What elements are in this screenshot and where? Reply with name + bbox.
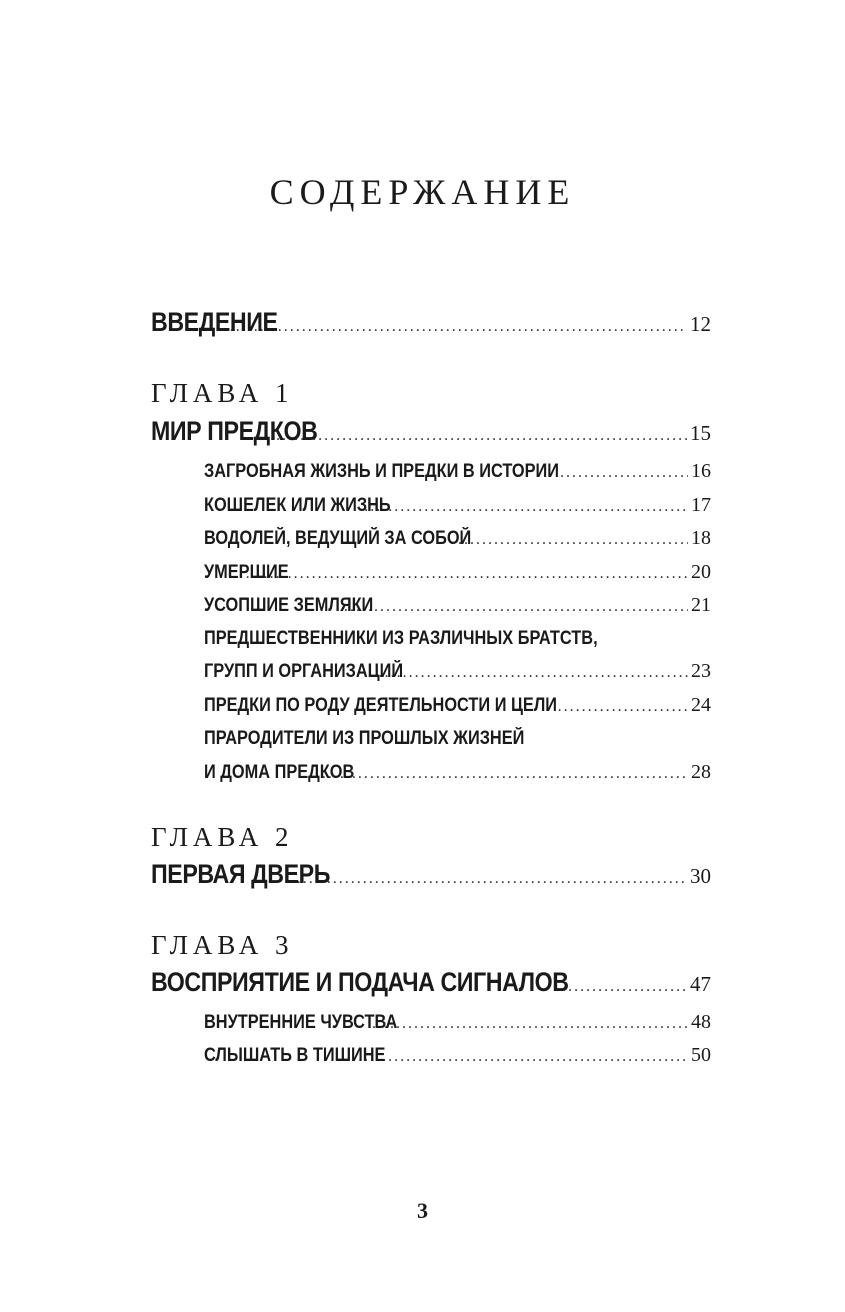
toc-entry-label-line: ПРЕДШЕСТВЕННИКИ ИЗ РАЗЛИЧНЫХ БРАТСТВ, [204, 628, 598, 649]
toc-entry-page: 12 [690, 312, 711, 336]
toc-entry-label: ГРУПП И ОРГАНИЗАЦИЙ [204, 661, 404, 682]
toc-entry-label: ВОДОЛЕЙ, ВЕДУЩИЙ ЗА СОБОЙ [204, 528, 472, 549]
toc-entry-label: ЗАГРОБНАЯ ЖИЗНЬ И ПРЕДКИ В ИСТОРИИ [204, 461, 560, 482]
toc-entry-page: 47 [690, 972, 711, 996]
toc-entry-label-line: ПРАРОДИТЕЛИ ИЗ ПРОШЛЫХ ЖИЗНЕЙ [204, 728, 525, 749]
toc-entry-section[interactable] [204, 495, 711, 521]
toc-entry-label: ПРЕДКИ ПО РОДУ ДЕЯТЕЛЬНОСТИ И ЦЕЛИ [204, 695, 558, 716]
dot-leader [364, 499, 688, 515]
toc-entry-label: ПЕРВАЯ ДВЕРЬ [151, 859, 331, 889]
toc-entry-label: КОШЕЛЕК ИЛИ ЖИЗНЬ [204, 495, 391, 516]
dot-leader [562, 979, 687, 995]
toc-entry-section[interactable] [204, 661, 711, 687]
chapter-heading: ГЛАВА 2 [151, 822, 294, 852]
toc-entry-label: СЛЫШАТЬ В ТИШИНЕ [204, 1045, 386, 1066]
toc-entry-label: ВОСПРИЯТИЕ И ПОДАЧА СИГНАЛОВ [151, 967, 569, 997]
toc-entry-page: 23 [691, 660, 711, 682]
toc-entry-section[interactable] [204, 1012, 711, 1038]
dot-leader [224, 319, 687, 335]
toc-entry-section[interactable] [204, 1045, 711, 1071]
toc-entry-page: 16 [691, 460, 711, 482]
dot-leader [270, 428, 687, 444]
toc-entry-chapter-title[interactable] [151, 861, 711, 895]
toc-entry-page: 50 [691, 1044, 711, 1066]
toc-entry-label: УМЕРШИЕ [204, 562, 289, 583]
chapter-heading: ГЛАВА 1 [151, 378, 294, 408]
toc-entry-section[interactable] [204, 461, 711, 487]
dot-leader [322, 766, 688, 782]
dot-leader [560, 465, 688, 481]
dot-leader [372, 1016, 688, 1032]
toc-entry-label: УСОПШИЕ ЗЕМЛЯКИ [204, 595, 374, 616]
toc-entry-page: 20 [691, 561, 711, 583]
toc-entry-chapter-title[interactable] [151, 969, 711, 1003]
toc-entry-section[interactable] [204, 562, 711, 588]
toc-entry-section[interactable] [204, 595, 711, 621]
toc-entry-page: 24 [691, 694, 711, 716]
toc-entry-page: 30 [690, 864, 711, 888]
dot-leader [344, 599, 688, 615]
dot-leader [458, 532, 688, 548]
toc-entry-chapter-title[interactable] [151, 418, 711, 452]
toc-entry-page: 18 [691, 527, 711, 549]
toc-entry-page: 21 [691, 594, 711, 616]
dot-leader [246, 566, 688, 582]
page-number: 3 [417, 1198, 428, 1223]
toc-entry-page: 28 [691, 761, 711, 783]
dot-leader [358, 1049, 688, 1065]
page-title: СОДЕРЖАНИЕ [269, 172, 576, 212]
dot-leader [285, 871, 687, 887]
toc-entry-page: 15 [690, 421, 711, 445]
toc-entry-section[interactable] [204, 695, 711, 721]
toc-entry-label: ВВЕДЕНИЕ [151, 307, 278, 337]
toc-entry-section[interactable] [204, 528, 711, 554]
chapter-heading: ГЛАВА 3 [151, 930, 294, 960]
toc-entry-page: 48 [691, 1011, 711, 1033]
dot-leader [558, 699, 688, 715]
dot-leader [379, 665, 688, 681]
toc-entry-label: И ДОМА ПРЕДКОВ [204, 762, 355, 783]
toc-entry-page: 17 [691, 494, 711, 516]
toc-entry-section[interactable] [204, 762, 711, 788]
toc-entry-label: ВНУТРЕННИЕ ЧУВСТВА [204, 1012, 398, 1033]
toc-entry-introduction[interactable] [151, 309, 711, 343]
toc-entry-label: МИР ПРЕДКОВ [151, 416, 318, 446]
